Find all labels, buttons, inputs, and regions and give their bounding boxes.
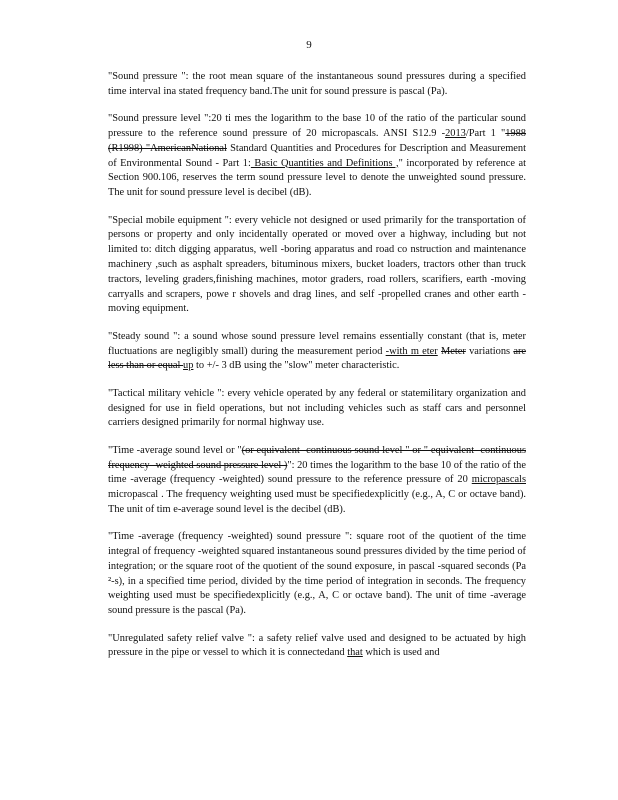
deleted-text: (or equivalent -continuous sound level " or " equivalent -continuous frequency -weighted sound pressure level ) (108, 444, 526, 471)
definition-paragraph (108, 530, 526, 619)
definition-paragraph (108, 330, 526, 374)
inserted-text: 2013 (445, 127, 466, 139)
definition-text: "Time -average sound level or " (108, 444, 242, 456)
definition-text: /Part 1 " (465, 127, 506, 139)
document-body (108, 70, 526, 674)
deleted-text: 1988 (R1998) "AmericanNational (108, 127, 526, 154)
definition-paragraph (108, 112, 526, 201)
definition-text: " incorporated by reference at Section 900.106, reserves the term sound pressure level to denote the unweighted sound pressure. The unit for sound pressure level is decibel (dB). (108, 157, 527, 199)
deleted-text: Meter (441, 345, 466, 357)
definition-text: which is used and (362, 647, 440, 659)
definition-text: "Unregulated safety relief valve ": a safety relief valve used and designed to be actuated by high pressure in the pipe or vessel to which it is connectedand (108, 632, 526, 659)
definition-text: to +/- 3 dB using the "slow" meter characteristic. (193, 360, 400, 372)
definition-paragraph (108, 444, 526, 518)
definition-text: variations (465, 345, 514, 357)
definition-paragraph (108, 70, 526, 100)
inserted-text: up (183, 360, 194, 372)
definition-text: "Time -average (frequency -weighted) sound pressure ": square root of the quotient of the time integral of frequency -weighted squared instantaneous sound pressures divided by the time period of integration; or the square root of the quotient of the sound exposure, in pascal -squared seconds (Pa ²-s), in a specified time period, divided by the time period of integration in seconds. The frequency weighting used must be specifiedexplicitly (e.g., A, C or octave band). The unit of time -average sound pressure is the pascal (Pa). (108, 531, 526, 617)
definition-text: "Steady sound ": a sound whose sound pressure level remains essentially constant (that is, meter fluctuations are negligibly small) during the measurement period (108, 330, 526, 357)
inserted-text: micropascals (471, 474, 526, 486)
definition-text: micropascal . The frequency weighting used must be specifiedexplicitly (e.g., A, C or octave band). The unit of tim e-average sound level is the decibel (dB). (108, 489, 526, 515)
definition-text: Standard Quantities and Procedures for Description and Measurement of Environmental Sound - Part 1: (108, 142, 526, 169)
definition-paragraph (108, 214, 526, 318)
definition-text: "Special mobile equipment ": every vehicle not designed or used primarily for the transportation of persons or property and only incidentally operated or moved over a highway, including but not limited to: ditch digging apparatus, well -boring apparatus and road co nstruction and maintenance machinery ,such as asphalt spreaders, bituminous mixers, bucket loaders, tractors other than truck tractors, leveling graders,finishing machines, motor graders, road rollers, scarifiers, earth -moving carryalls and scrapers, powe r shovels and drag lines, and self -propelled cranes and other earth -moving equipment. (108, 214, 526, 315)
deleted-text: are less than or equal (108, 345, 527, 372)
inserted-text: -with m eter (385, 345, 438, 357)
definition-text: "Tactical military vehicle ": every vehicle operated by any federal or statemilitary organization and designed for use in field operations, but not including vehicles such as staff cars and personnel carriers designed primarily for normal highway use. (108, 387, 526, 429)
definition-paragraph (108, 632, 526, 662)
inserted-text: Basic Quantities and Definitions , (250, 157, 399, 169)
page-number: 9 (306, 39, 312, 51)
definition-text: "Sound pressure level ":20 ti mes the logarithm to the base 10 of the ratio of the particular sound pressure to the reference sound pressure of 20 micropascals. ANSI S12.9 - (108, 113, 526, 139)
definition-text: ": 20 times the logarithm to the base 10 of the ratio of the time -average (frequency -weighted) sound pressure to the reference pressure of 20 (108, 459, 526, 486)
definition-text: "Sound pressure ": the root mean square of the instantaneous sound pressures during a specified time interval ina stated frequency band.The unit for sound pressure is pascal (Pa). (108, 71, 526, 97)
definition-paragraph (108, 387, 526, 431)
inserted-text: that (347, 647, 363, 659)
